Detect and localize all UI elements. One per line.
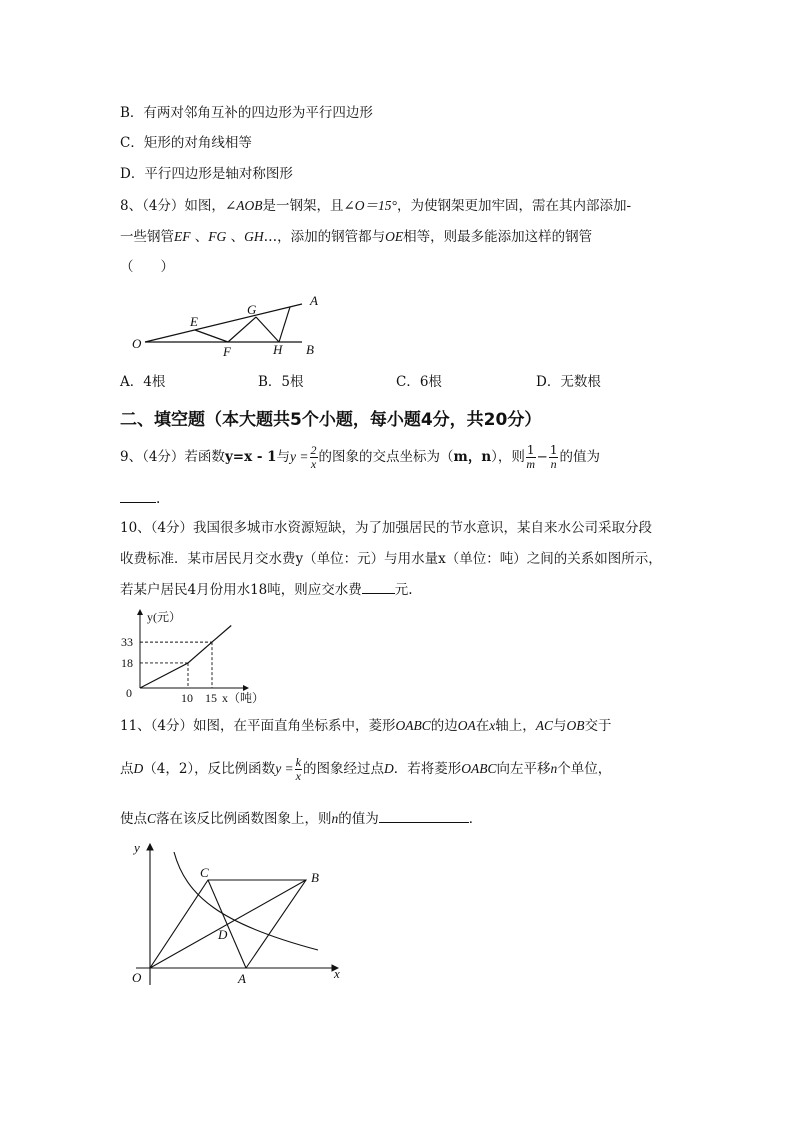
option-8c: C．6根	[396, 374, 442, 390]
q10-water-fee-chart	[118, 604, 278, 708]
q9-answer-line: .	[120, 490, 160, 508]
point-label-b: B	[311, 870, 319, 885]
fee-line	[140, 626, 231, 689]
q11-line1: 11、（4分）如图，在平面直角坐标系中，菱形OABC的边OA在x轴上，AC与OB交于	[120, 718, 612, 734]
y-axis-label: y(元）	[147, 610, 181, 624]
q9-line1: 9、（4分）若函数y=x - 1与y = $\frac{2}{x}$ 的图象的交点坐标为（m，n），则 $\frac{1}{m}$ − $\frac{1}{n}$ 的值为	[120, 443, 600, 471]
q10-line3: 若某户居民4月份用水18吨，则应交水费 元.	[120, 582, 413, 598]
y-tick-18: 18	[121, 655, 133, 670]
option-8a: A．4根	[120, 374, 166, 390]
ray-oa	[145, 304, 302, 342]
axis-label-y: y	[134, 840, 140, 855]
q10-line2: 收费标准．某市居民月交水费y（单位：元）与用水量x（单位：吨）之间的关系如图所示，	[120, 551, 662, 567]
x-axis-label: x（吨）	[222, 691, 265, 705]
diagonal-ob	[150, 880, 306, 968]
x-tick-10: 10	[181, 691, 193, 705]
y-tick-33: 33	[121, 635, 133, 650]
diagonal-ac	[208, 880, 246, 968]
label-o: O	[132, 336, 142, 351]
q8-steel-frame-figure	[128, 290, 328, 360]
q8-line2: 一些钢管EF 、FG 、GH…，添加的钢管都与OE相等，则最多能添加这样的钢管	[120, 229, 593, 245]
q8-line1: 8、（4分）如图，∠AOB是一钢架，且∠O＝15°，为使钢架更加牢固，需在其内部添加-	[120, 198, 632, 214]
label-f: F	[223, 344, 231, 359]
option-7c: C．矩形的对角线相等	[120, 135, 252, 151]
origin-label: 0	[126, 686, 132, 700]
option-8b: B．5根	[258, 374, 304, 390]
q11-rhombus-figure	[128, 838, 348, 988]
q10-blank[interactable]	[362, 581, 395, 594]
q10-line1: 10、（4分）我国很多城市水资源短缺，为了加强居民的节水意识，某自来水公司采取分段	[120, 520, 653, 536]
hyperbola-curve	[174, 852, 318, 950]
point-label-c: C	[200, 865, 209, 880]
x-tick-15: 15	[205, 691, 217, 705]
point-label-a: A	[238, 971, 246, 986]
pipe-h-next	[279, 307, 290, 342]
label-b: B	[306, 342, 314, 357]
q11-blank[interactable]	[379, 810, 469, 823]
q11-line2: 点D（4，2），反比例函数y = $\frac{k}{x}$ 的图象经过点D．若将菱形OABC向左平移n个单位，	[120, 755, 612, 783]
section-heading: 二、填空题（本大题共5个小题，每小题4分，共20分）	[120, 410, 542, 430]
label-h: H	[273, 342, 283, 357]
pipe-ef	[195, 330, 228, 342]
label-g: G	[247, 302, 257, 317]
option-7b: B．有两对邻角互补的四边形为平行四边形	[120, 105, 373, 121]
q11-line3: 使点C落在该反比例函数图象上，则n的值为 ．	[120, 811, 483, 827]
point-label-d: D	[218, 927, 228, 942]
label-a: A	[310, 293, 318, 308]
axis-label-x: x	[334, 966, 340, 981]
point-label-o: O	[132, 970, 142, 985]
option-7d: D．平行四边形是轴对称图形	[120, 166, 293, 182]
q8-answer-parens: （ ）	[120, 259, 174, 275]
q9-blank[interactable]	[120, 490, 156, 503]
label-e: E	[190, 314, 198, 329]
option-8d: D．无数根	[536, 374, 601, 390]
pipe-gh	[256, 317, 279, 342]
